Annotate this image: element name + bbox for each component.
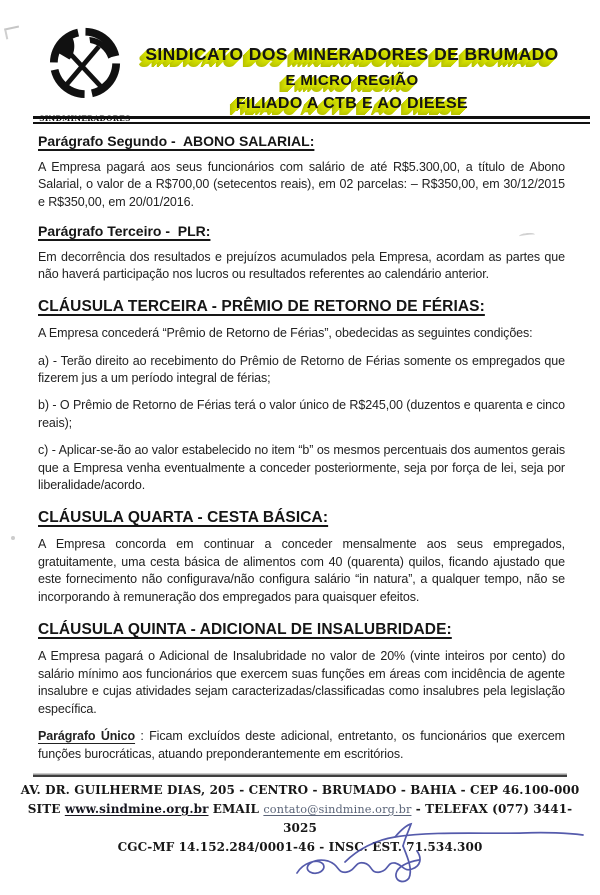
org-title xyxy=(118,44,586,113)
email-label: EMAIL xyxy=(208,802,264,816)
email-link: contato@sindmine.org.br xyxy=(263,803,412,816)
org-title-line-3: FILIADO A CTB E AO DIEESE xyxy=(235,95,469,112)
paragraph-item-c: c) - Aplicar-se-ão ao valor estabelecido no item “b” os mesmos percentuais dos aumentos gerais que a Empresa venha eventualmente a conceder posteriormente, seja por força de lei, seja por liberalidade/acordo. xyxy=(38,442,565,493)
heading-clausula-quinta: CLÁUSULA QUINTA - ADICIONAL DE INSALUBRIDADE: xyxy=(38,620,452,638)
footer-address: AV. DR. GUILHERME DIAS, 205 - CENTRO - BRUMADO - BAHIA - CEP 46.100-000 xyxy=(20,783,580,797)
logo-label: SINDMINERADORES xyxy=(39,114,131,123)
paragrafo-unico-text: : Ficam excluídos deste adicional, entretanto, os funcionários que exercem funções burocráticas, atuando preponderantemente em escritórios. xyxy=(38,728,565,761)
telefax: - TELEFAX (077) 3441-3025 xyxy=(283,802,573,835)
heading-clausula-terceira: CLÁUSULA TERCEIRA - PRÊMIO DE RETORNO DE FÉRIAS: xyxy=(38,297,485,315)
heading-paragrafo-terceiro: Parágrafo Terceiro - PLR: xyxy=(38,223,211,240)
paragraph-cesta-basica: A Empresa concorda em continuar a conceder mensalmente aos seus empregados, gratuitamente, uma cesta básica de alimentos com 40 (quarenta) quilos, ficando ajustado que este fornecimento não configurava/não configura salário “in natura”, a qualquer tempo, não se incorporando à remuneração dos empregados para quaisquer efeitos. xyxy=(38,537,565,604)
paragraph-item-b: b) - O Prêmio de Retorno de Férias terá o valor único de R$245,00 (duzentos e quarenta e cinco reais); xyxy=(38,398,565,430)
heading-paragrafo-segundo: Parágrafo Segundo - ABONO SALARIAL: xyxy=(38,133,315,149)
paragraph-premio-intro: A Empresa concederá “Prêmio de Retorno de Férias”, obedecidas as seguintes condições: xyxy=(38,326,533,341)
footer-divider xyxy=(33,775,567,777)
site-label: SITE xyxy=(27,802,65,816)
paragraph-plr: Em decorrência dos resultados e prejuízos acumulados pela Empresa, acordam as partes que não haverá participação nos lucros ou resultados referentes ao calendário anterior. xyxy=(38,249,565,282)
paragraph-item-a: a) - Terão direito ao recebimento do Prêmio de Retorno de Férias somente os empregados que fizerem jus a um período integral de férias; xyxy=(38,353,565,386)
footer-registration: CGC-MF 14.152.284/0001-46 - INSC. EST. 71.534.300 xyxy=(117,840,483,854)
header-divider xyxy=(33,116,590,124)
paragraph-unico xyxy=(38,728,565,763)
org-title-line-2: E MICRO REGIÃO xyxy=(285,72,419,89)
pen-signature xyxy=(283,822,587,888)
signature-scrawl-icon xyxy=(283,822,587,888)
paragraph-abono-salarial: A Empresa pagará aos seus funcionários com salário de até R$5.300,00, a título de Abono Salarial, o valor de a R$700,00 (setecentos reais), em 02 parcelas: – R$350,00, em 30/12/2015 e R$350,00, em 20/01/2016. xyxy=(38,159,565,209)
heading-clausula-quarta: CLÁUSULA QUARTA - CESTA BÁSICA: xyxy=(38,508,329,526)
document-body xyxy=(38,131,565,763)
site-url-link: www.sindmine.org.br xyxy=(64,802,209,816)
paragrafo-unico-lead: Parágrafo Único xyxy=(38,728,136,743)
scan-smudge xyxy=(4,26,21,40)
paragraph-insalubridade: A Empresa pagará o Adicional de Insalubridade no valor de 20% (vinte inteiros por cento) do salário mínimo aos funcionários que exercem suas funções em áreas com incidência de agente insalubre e cujas atividades sejam caracterizadas/classificadas como insalubres pela legislação específica. xyxy=(38,649,565,716)
org-title-line-1: SINDICATO DOS MINERADORES DE BRUMADO xyxy=(145,44,559,64)
scan-smudge xyxy=(11,536,15,540)
